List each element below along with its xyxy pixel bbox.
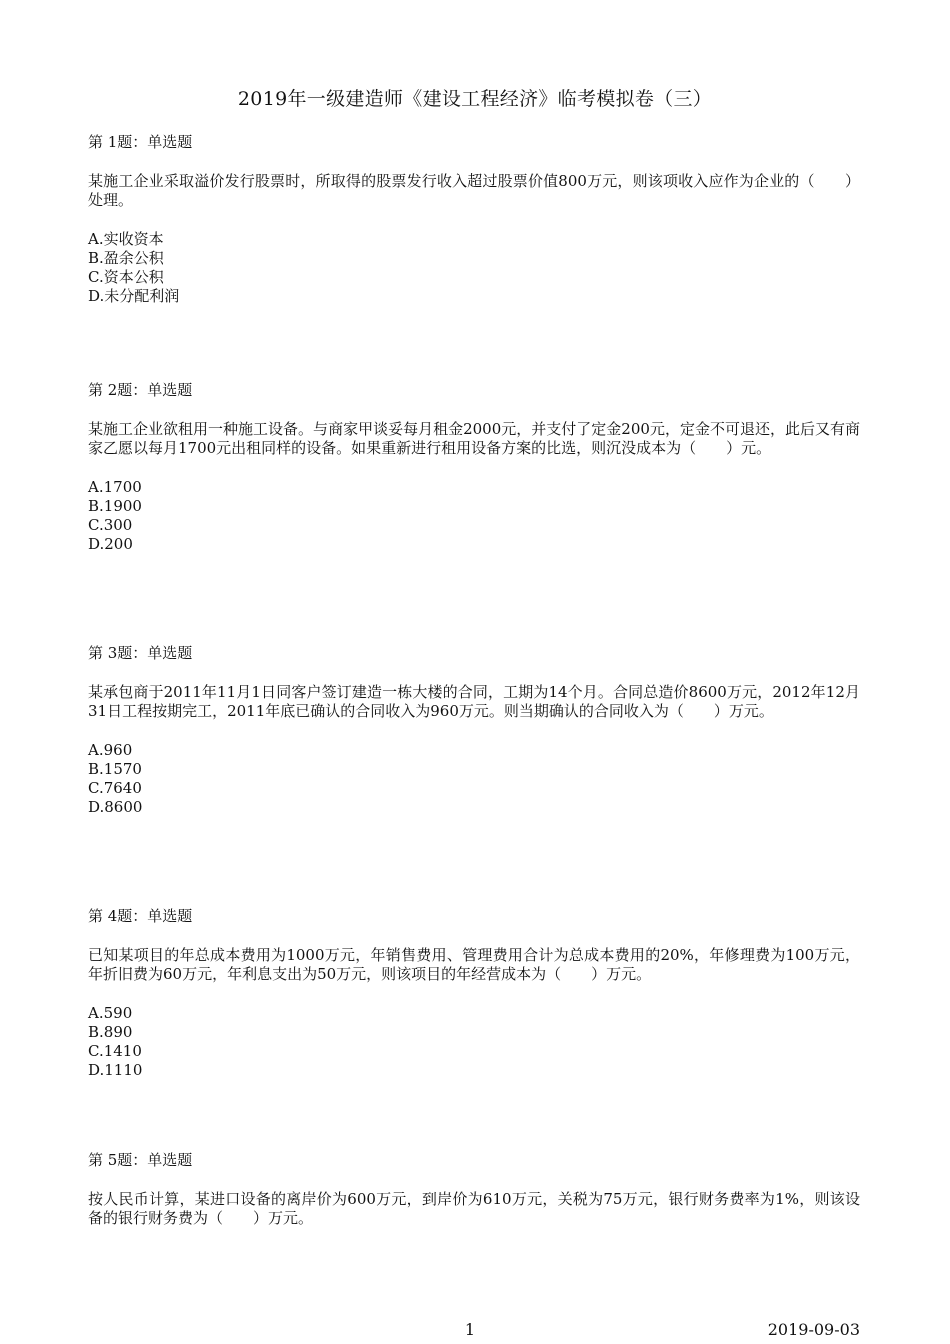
question-stem: 某施工企业欲租用一种施工设备。与商家甲谈妥每月租金2000元，并支付了定金200元，定金不可退还，此后又有商家乙愿以每月1700元出租同样的设备。如果重新进行租用设备方案的比选，则沉没成本为（ ）元。: [88, 420, 860, 457]
question-header: 第 4题：单选题: [88, 907, 193, 925]
question-header: 第 1题：单选题: [88, 133, 193, 151]
option-c: C.7640: [88, 779, 142, 797]
question-stem: 已知某项目的年总成本费用为1000万元，年销售费用、管理费用合计为总成本费用的20%，年修理费为100万元，年折旧费为60万元，年利息支出为50万元，则该项目的年经营成本为（ ）万元。: [88, 946, 860, 983]
question-stem: 某承包商于2011年11月1日同客户签订建造一栋大楼的合同，工期为14个月。合同总造价8600万元，2012年12月31日工程按期完工，2011年底已确认的合同收入为960万元。则当期确认的合同收入为（ ）万元。: [88, 683, 860, 720]
question-4: [88, 907, 860, 1080]
question-stem: 按人民币计算，某进口设备的离岸价为600万元，到岸价为610万元，关税为75万元，银行财务费率为1%，则该设备的银行财务费为（ ）万元。: [88, 1190, 860, 1227]
question-5: [88, 1151, 860, 1228]
question-2: [88, 381, 860, 554]
question-stem: 某施工企业采取溢价发行股票时，所取得的股票发行收入超过股票价值800万元，则该项收入应作为企业的（ ）处理。: [88, 172, 860, 209]
question-3: [88, 644, 860, 817]
document-title: 2019年一级建造师《建设工程经济》临考模拟卷（三）: [237, 88, 713, 110]
footer-date: 2019-09-03: [767, 1320, 860, 1339]
option-c: C.1410: [88, 1042, 142, 1060]
option-list: [88, 230, 860, 306]
option-list: [88, 478, 860, 554]
page-number: 1: [464, 1320, 476, 1339]
option-b: B.盈余公积: [88, 249, 164, 267]
option-b: B.1570: [88, 760, 142, 778]
option-a: A.1700: [88, 478, 142, 496]
option-d: D.未分配利润: [88, 287, 180, 305]
option-b: B.1900: [88, 497, 142, 515]
option-d: D.1110: [88, 1061, 143, 1079]
question-1: [88, 133, 860, 306]
option-c: C.资本公积: [88, 268, 164, 286]
option-d: D.8600: [88, 798, 143, 816]
question-header: 第 5题：单选题: [88, 1151, 193, 1169]
option-list: [88, 1004, 860, 1080]
option-a: A.590: [88, 1004, 133, 1022]
option-list: [88, 741, 860, 817]
option-a: A.实收资本: [88, 230, 164, 248]
option-c: C.300: [88, 516, 133, 534]
option-b: B.890: [88, 1023, 133, 1041]
question-header: 第 2题：单选题: [88, 381, 193, 399]
question-header: 第 3题：单选题: [88, 644, 193, 662]
option-a: A.960: [88, 741, 133, 759]
option-d: D.200: [88, 535, 133, 553]
